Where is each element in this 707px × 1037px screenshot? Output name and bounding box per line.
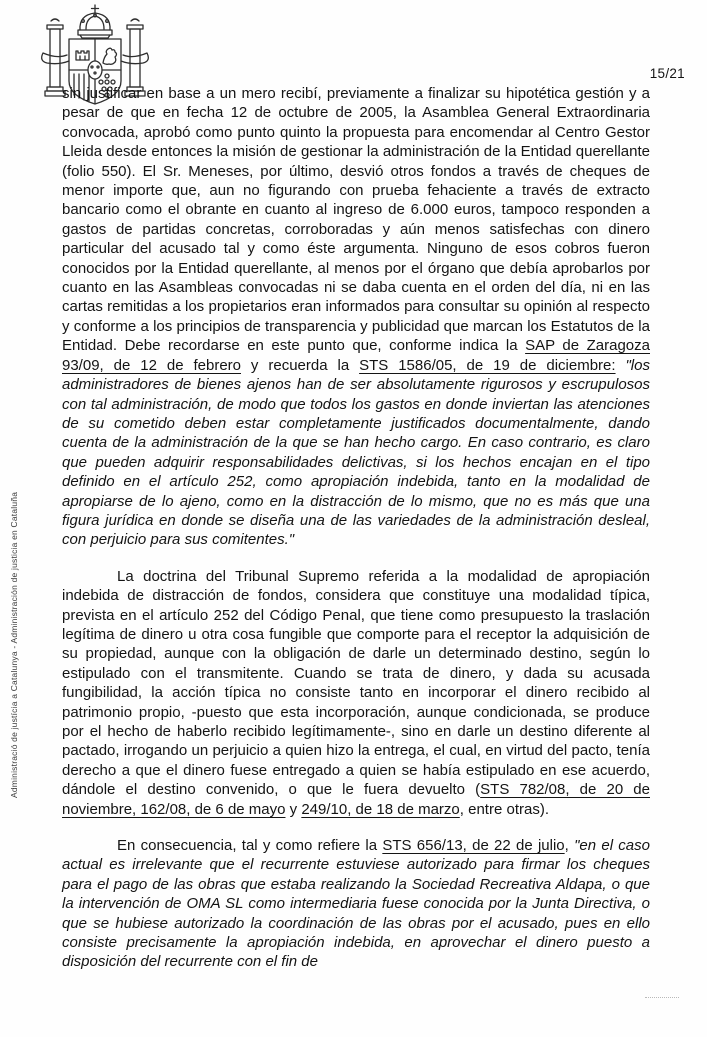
citation-text: SAP de Zaragoza 93/09, de 12 de febrero bbox=[62, 337, 650, 374]
text-run: y bbox=[285, 800, 302, 818]
scan-artifact bbox=[645, 994, 679, 998]
page-number: 15/21 bbox=[649, 66, 685, 81]
paragraph bbox=[62, 567, 650, 819]
margin-administration-label: Administració de justícia a Catalunya - Administración de justicia en Cataluña bbox=[9, 491, 19, 798]
paragraph bbox=[62, 836, 650, 972]
text-run: y recuerda la bbox=[241, 356, 360, 374]
text-run: , bbox=[564, 837, 575, 855]
document-body bbox=[62, 84, 650, 989]
text-run: "en el caso actual es irrelevante que el recurrente estuviese autorizado para firmar los cheques para el pago de las obras que estaba realizando la Sociedad Recreativa Aldapa, o que la intervención de OMA SL como intermediaria fuese conocida por la Junta Directiva, o que se hubiese autorizado la coordinación de las obras por el acusado, pues en ello consiste precisamente la apropiación indebida, en aprovechar el dinero puesto a disposición del recurrente con el fin de bbox=[62, 837, 650, 971]
text-run: "los administradores de bienes ajenos han de ser absolutamente rigurosos y escrupulosos con tal administración, de modo que todos los gastos en donde inviertan las atenciones de su cometido deben estar completamente justificados documentalmente, dando cuenta de la administración de la que se han hecho cargo. En caso contrario, es claro que pueden adquirir responsabilidades delictivas, si los hechos encajan en el tipo definido en el artículo 252, como apropiación indebida, tanto en la modalidad de apropiarse de lo ajeno, como en la distracción de lo mismo, que no es más que una figura jurídica en donde se diseña una de las variedades de la administración desleal, con perjuicio para sus comitentes." bbox=[62, 356, 650, 549]
text-run: sin justificar en base a un mero recibí, previamente a finalizar su hipotética gestión y a pesar de que en fecha 12 de octubre de 2005, la Asamblea General Extraordinaria convocada, aprobó como punto quinto la propuesta para encomendar al Centro Gestor Lleida desde entonces la misión de gestionar la administración de la Entidad querellante (folio 550). El Sr. Meneses, por último, desvió otros fondos a través de cheques de menor importe que, aun no figurando con prueba fehaciente a través de extracto bancario como el obrante en cuanto al ingreso de 6.000 euros, tampoco responden a gastos de partidas concretas, corroboradas y aún menos satisfechas con dinero particular del acusado tal y como éste argumenta. Ninguno de esos cobros fueron conocidos por la Entidad querellante, al menos por el órgano que debía aprobarlos por cuanto en las Asambleas convocadas ni se daba cuenta en el orden del día, ni en las cartas remitidas a los propietarios eran informados para consultar su opinión al respecto y conforme a los principios de transparencia y publicidad que marcan los Estatutos de la Entidad. Debe recordarse en este punto que, conforme indica la bbox=[62, 85, 650, 355]
citation-text: STS 656/13, de 22 de julio bbox=[382, 837, 565, 855]
text-run: , entre otras). bbox=[459, 800, 549, 818]
text-run: La doctrina del Tribunal Supremo referida a la modalidad de apropiación indebida de distracción de fondos, considera que constituye una modalidad típica, prevista en el artículo 252 del Código Penal, que tiene como presupuesto la traslación legítima de dinero u otra cosa fungible que comporte para el receptor la adquisición de su propiedad, aunque con la obligación de darle un determinado destino, según lo estipulado con el transmitente. Cuando se trata de dinero, y dada su acusada fungibilidad, la acción típica no consiste tanto en incorporar el dinero recibido al patrimonio propio, -puesto que esta incorporación, aunque condicionada, se produce por el hecho de haberlo recibido legítimamente-, sino en darle un destino diferente al pactado, irrogando un perjuicio a quien hizo la entrega, el cual, en virtud del pacto, tenía derecho a que el dinero fuese entregado a quien se había estipulado en ese acuerdo, dándole el destino convenido, o que le fuera devuelto ( bbox=[62, 567, 650, 799]
text-run bbox=[616, 357, 626, 374]
citation-text: STS 782/08, de 20 de noviembre, 162/08, de 6 de mayo bbox=[62, 781, 650, 818]
citation-text: 249/10, de 18 de marzo bbox=[301, 800, 460, 818]
text-run: En consecuencia, tal y como refiere la bbox=[117, 837, 383, 855]
paragraph bbox=[62, 84, 650, 550]
citation-text: STS 1586/05, de 19 de diciembre: bbox=[359, 356, 616, 374]
